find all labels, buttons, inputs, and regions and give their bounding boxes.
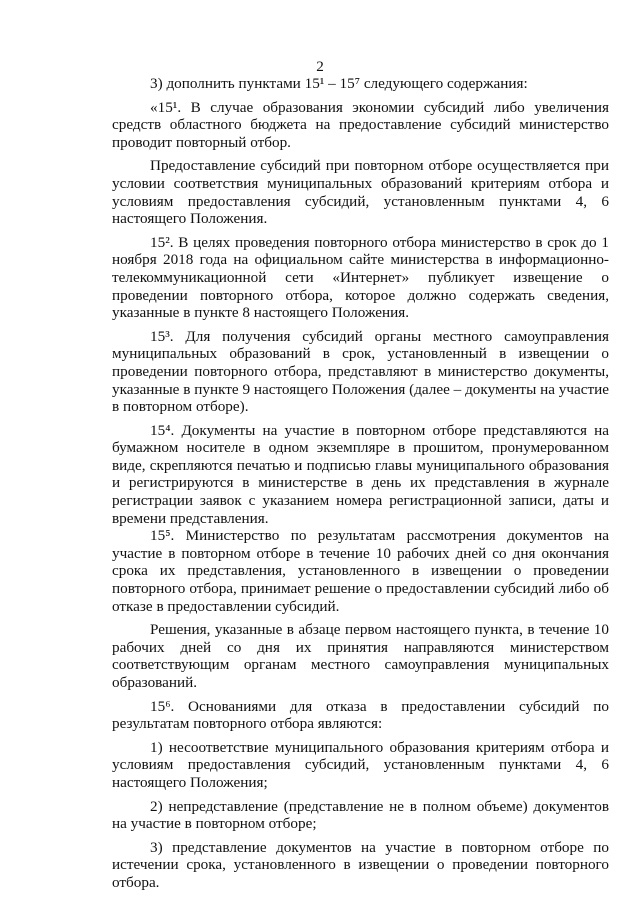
list-item-1: 1) несоответствие муниципального образования критериям отбора и условиям предоставления субсидий, установленным пунктами 4, 6 настоящего Положения; — [112, 738, 609, 791]
page-number: 2 — [316, 58, 324, 75]
paragraph-15-5-decisions: Решения, указанные в абзаце первом настоящего пункта, в течение 10 рабочих дней со дня их принятия направляются министерством соответствующим органам местного самоуправления муниципальных образований. — [112, 621, 609, 691]
paragraph-15-6: 15⁶. Основаниями для отказа в предоставлении субсидий по результатам повторного отбора являются: — [112, 697, 609, 733]
paragraph-15-5: 15⁵. Министерство по результатам рассмотрения документов на участие в повторном отборе в течение 10 рабочих дней со дня окончания срока их представления, установленного в извещении о проведении повторного отбора, принимает решение о предоставлении субсидий либо об отказе в предоставлении субсидий. — [112, 527, 609, 615]
paragraph-15-2: 15². В целях проведения повторного отбора министерство в срок до 1 ноября 2018 года на официальном сайте министерства в информационно-телекоммуникационной сети «Интернет» публикует извещение о проведении повторного отбора, которое должно содержать сведения, указанные в пункте 8 настоящего Положения. — [112, 233, 609, 322]
paragraph-15-4: 15⁴. Документы на участие в повторном отборе представляются на бумажном носителе в одном экземпляре в прошитом, пронумерованном виде, скрепляются печатью и подписью главы муниципального образования и регистрируются в министерстве в день их представления в журнале регистрации заявок с указанием номера регистрационной записи, даты и времени представления. — [112, 421, 609, 527]
paragraph-15-1-conditions: Предоставление субсидий при повторном отборе осуществляется при условии соответствия муниципальных образований критериям отбора и условиям предоставления субсидий, установленным пунктами 4, 6 настоящего Положения. — [112, 157, 609, 228]
document-body — [112, 75, 609, 892]
list-item-3: 3) представление документов на участие в повторном отборе по истечении срока, установленного в извещении о проведении повторного отбора. — [112, 838, 609, 891]
paragraph-amendment: 3) дополнить пунктами 15¹ – 15⁷ следующего содержания: — [150, 75, 528, 92]
paragraph-15-3: 15³. Для получения субсидий органы местного самоуправления муниципальных образований в срок, установленный в извещении о проведении повторного отбора, представляют в министерство документы, указанные в пункте 9 настоящего Положения (далее – документы на участие в повторном отборе). — [112, 327, 609, 416]
list-item-2: 2) непредставление (представление не в полном объеме) документов на участие в повторном отборе; — [112, 797, 609, 833]
paragraph-15-1: «15¹. В случае образования экономии субсидий либо увеличения средств областного бюджета на предоставление субсидий министерство проводит повторный отбор. — [112, 98, 609, 151]
